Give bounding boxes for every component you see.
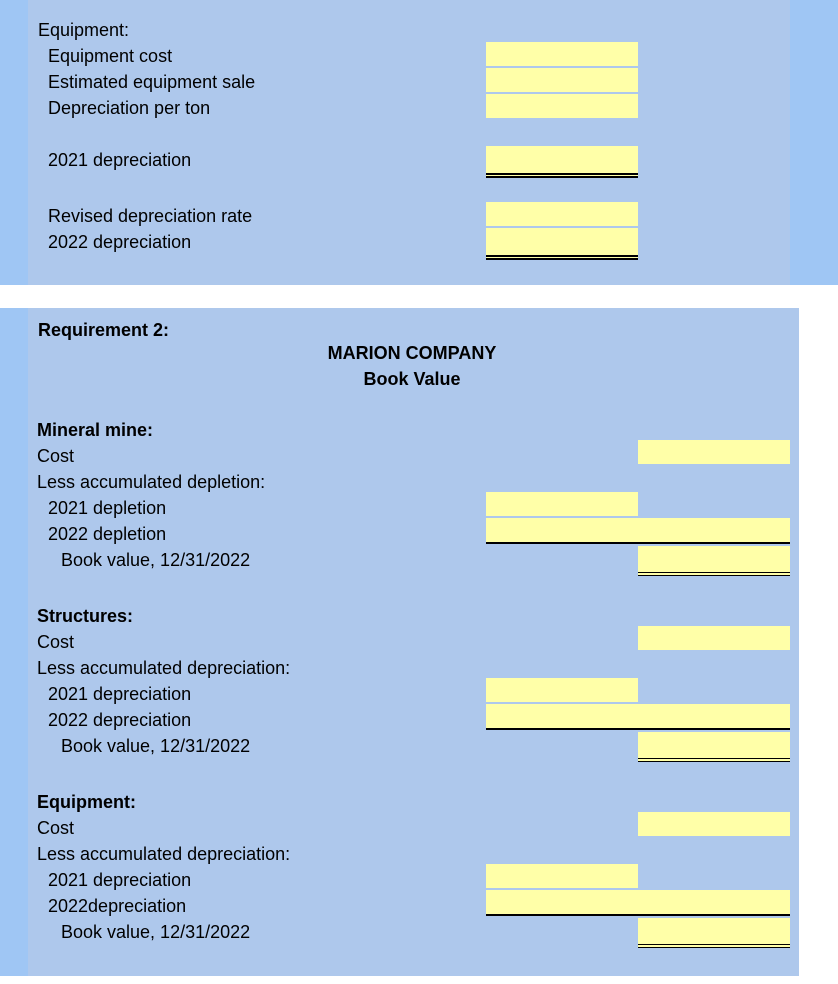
dep-2021-label: 2021 depreciation xyxy=(48,150,192,170)
structures-cost-input[interactable] xyxy=(638,626,790,650)
mine-cost-input[interactable] xyxy=(638,440,790,464)
structures-2022-label: 2022 depreciation xyxy=(48,710,192,730)
mine-2021-label: 2021 depletion xyxy=(48,498,167,518)
structures-less-label: Less accumulated depreciation: xyxy=(37,658,291,678)
req2-equipment-2021-input[interactable] xyxy=(486,864,638,888)
dep-2022-label: 2022 depreciation xyxy=(48,232,192,252)
bottom-left-edge xyxy=(0,308,28,976)
mine-book-label: Book value, 12/31/2022 xyxy=(61,550,251,570)
company-name: MARION COMPANY xyxy=(327,343,497,363)
structures-2021-input[interactable] xyxy=(486,678,638,702)
req2-equipment-book-value-input[interactable] xyxy=(638,918,790,948)
req2-equipment-book-label: Book value, 12/31/2022 xyxy=(61,922,251,942)
structures-book-value-input[interactable] xyxy=(638,732,790,762)
structures-2022-input[interactable] xyxy=(486,704,638,730)
mine-total-depletion-input[interactable] xyxy=(638,518,790,544)
mine-heading: Mineral mine: xyxy=(37,420,154,440)
top-left-edge xyxy=(0,0,28,285)
estimated-sale-input[interactable] xyxy=(486,68,638,92)
req2-equipment-less-label: Less accumulated depreciation: xyxy=(37,844,291,864)
equipment-cost-label: Equipment cost xyxy=(48,46,173,66)
depreciation-per-ton-label: Depreciation per ton xyxy=(48,98,211,118)
structures-2021-label: 2021 depreciation xyxy=(48,684,192,704)
mine-book-value-input[interactable] xyxy=(638,546,790,576)
req2-equipment-cost-label: Cost xyxy=(37,818,75,838)
mine-2022-input[interactable] xyxy=(486,518,638,544)
req2-equipment-2022-input[interactable] xyxy=(486,890,638,916)
req2-equipment-2021-label: 2021 depreciation xyxy=(48,870,192,890)
requirement-2-heading: Requirement 2: xyxy=(38,320,170,340)
dep-2021-input[interactable] xyxy=(486,146,638,178)
mine-2021-input[interactable] xyxy=(486,492,638,516)
statement-title: Book Value xyxy=(363,369,461,389)
depreciation-per-ton-input[interactable] xyxy=(486,94,638,118)
revised-rate-label: Revised depreciation rate xyxy=(48,206,253,226)
equipment-cost-input[interactable] xyxy=(486,42,638,66)
mine-less-label: Less accumulated depletion: xyxy=(37,472,266,492)
revised-rate-input[interactable] xyxy=(486,202,638,226)
mine-2022-label: 2022 depletion xyxy=(48,524,167,544)
structures-heading: Structures: xyxy=(37,606,134,626)
mine-cost-label: Cost xyxy=(37,446,75,466)
structures-book-label: Book value, 12/31/2022 xyxy=(61,736,251,756)
req2-equipment-2022-label: 2022depreciation xyxy=(48,896,187,916)
structures-total-depreciation-input[interactable] xyxy=(638,704,790,730)
estimated-sale-label: Estimated equipment sale xyxy=(48,72,256,92)
req2-equipment-cost-input[interactable] xyxy=(638,812,790,836)
top-right-edge xyxy=(790,0,838,285)
req2-equipment-total-depreciation-input[interactable] xyxy=(638,890,790,916)
dep-2022-input[interactable] xyxy=(486,228,638,260)
equipment-heading: Equipment: xyxy=(38,20,130,40)
req2-equipment-heading: Equipment: xyxy=(37,792,136,812)
structures-cost-label: Cost xyxy=(37,632,75,652)
